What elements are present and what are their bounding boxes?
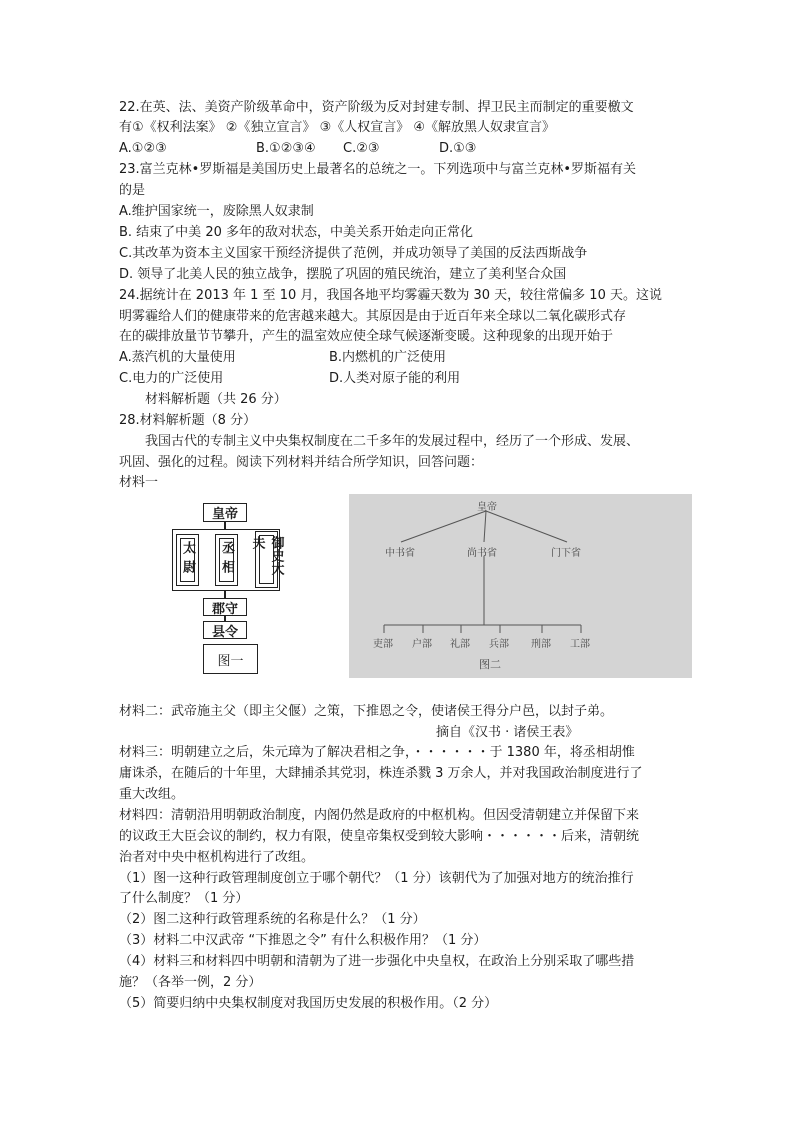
q24-option-b: B.内燃机的广泛使用 <box>329 350 447 365</box>
fig2-menxia: 门下省 <box>551 548 581 559</box>
section-heading: 材料解析题（共 26 分） <box>145 392 287 407</box>
fig1-taiwei-label: 太尉 <box>180 538 195 582</box>
fig2-libu-personnel: 吏部 <box>373 639 393 650</box>
fig2-xingbu: 刑部 <box>531 639 551 650</box>
material2: 材料二：武帝施主父（即主父偃）之策，下推恩之令，使诸侯王得分户邑，以封子弟。 <box>119 704 614 719</box>
question1-line1: （1）图一这种行政管理制度创立于哪个朝代？（1 分）该朝代为了加强对地方的统治推行 <box>119 871 634 886</box>
question3: （3）材料二中汉武帝 “下推恩之令” 有什么积极作用？（1 分） <box>119 933 487 948</box>
fig2-gongbu: 工部 <box>570 639 590 650</box>
fig1-junshou-box: 郡守 <box>203 598 247 616</box>
fig2-zhongshu: 中书省 <box>385 548 415 559</box>
fig1-caption: 图一 <box>203 644 258 674</box>
q28-intro-line2: 巩固、强化的过程。阅读下列材料并结合所学知识，回答问题： <box>119 455 484 470</box>
q23-option-c: C.其改革为资本主义国家干预经济提供了范例，并成功领导了美国的反法西斯战争 <box>119 246 588 261</box>
q23-option-b: B. 结束了中美 20 多年的敌对状态，中美关系开始走向正常化 <box>119 225 473 240</box>
q24-line1: 24.据统计在 2013 年 1 至 10 月，我国各地平均雾霾天数为 30 天，较往常偏多 10 天。这说 <box>119 288 662 303</box>
fig2-shangshu: 尚书省 <box>467 548 497 559</box>
material3-line2: 庸诛杀，在随后的十年里，大肆捕杀其党羽，株连杀戮 3 万余人，并对我国政治制度进行了 <box>119 766 643 781</box>
q22-option-a: A.①②③ <box>119 141 167 156</box>
question4-line2: 施？（各举一例，2 分） <box>119 975 262 990</box>
fig1-chengxiang-box <box>215 534 238 586</box>
q22-line1: 22.在英、法、美资产阶级革命中，资产阶级为反对封建专制、捍卫民主而制定的重要檄文 <box>119 100 634 115</box>
fig2-caption: 图二 <box>479 658 501 671</box>
fig1-emperor-box: 皇帝 <box>203 503 247 522</box>
q22-option-d: D.①③ <box>439 141 477 156</box>
material1-label: 材料一 <box>119 475 159 490</box>
material4-line2: 的议政王大臣会议的制约，权力有限，使皇帝集权受到较大影响・・・・・・后来，清朝统 <box>119 829 640 844</box>
q22-option-c: C.②③ <box>343 141 380 156</box>
q23-line1: 23.富兰克林•罗斯福是美国历史上最著名的总统之一。下列选项中与富兰克林•罗斯福有关 <box>119 162 637 177</box>
material4-line3: 治者对中央中枢机构进行了改组。 <box>119 850 315 865</box>
q22-option-b: B.①②③④ <box>256 141 316 156</box>
figure2-diagram <box>349 494 692 678</box>
q22-line2: 有①《权利法案》 ②《独立宣言》 ③《人权宣言》 ④《解放黑人奴隶宣言》 <box>119 120 556 135</box>
material3-line1: 材料三：明朝建立之后，朱元璋为了解决君相之争，・・・・・・于 1380 年，将丞相胡惟 <box>119 745 635 760</box>
question2: （2）图二这种行政管理系统的名称是什么？（1 分） <box>119 912 426 927</box>
fig2-emperor: 皇帝 <box>477 502 497 513</box>
q24-option-a: A.蒸汽机的大量使用 <box>119 350 236 365</box>
q23-option-d: D. 领导了北美人民的独立战争，摆脱了巩固的殖民统治，建立了美利坚合众国 <box>119 267 567 282</box>
fig1-yushi-label: 御史大夫 <box>259 535 274 584</box>
fig1-chengxiang-label: 丞相 <box>219 538 234 582</box>
question1-line2: 了什么制度？（1 分） <box>119 891 249 906</box>
fig2-libu-rites: 礼部 <box>450 639 470 650</box>
q24-option-c: C.电力的广泛使用 <box>119 371 224 386</box>
fig2-lines <box>349 494 692 678</box>
q24-option-d: D.人类对原子能的利用 <box>329 371 461 386</box>
fig1-taiwei-box <box>176 534 199 586</box>
fig2-bingbu: 兵部 <box>489 639 509 650</box>
q24-line2: 明雾霾给人们的健康带来的危害越来越大。其原因是由于近百年来全球以二氧化碳形式存 <box>119 309 627 324</box>
q23-option-a: A.维护国家统一，废除黑人奴隶制 <box>119 204 314 219</box>
material3-line3: 重大改组。 <box>119 787 185 802</box>
fig1-xianling-box: 县令 <box>203 621 247 639</box>
q24-line3: 在的碳排放量节节攀升，产生的温室效应使全球气候逐渐变暖。这种现象的出现开始于 <box>119 329 614 344</box>
q28-intro-line1: 我国古代的专制主义中央集权制度在二千多年的发展过程中，经历了一个形成、发展、 <box>145 434 640 449</box>
q28-title: 28.材料解析题（8 分） <box>119 413 257 428</box>
question5: （5）简要归纳中央集权制度对我国历史发展的积极作用。（2 分） <box>119 996 498 1011</box>
material4-line1: 材料四：清朝沿用明朝政治制度，内阁仍然是政府的中枢机构。但因受清朝建立并保留下来 <box>119 808 640 823</box>
fig2-hubu: 户部 <box>412 639 432 650</box>
question4-line1: （4）材料三和材料四中明朝和清朝为了进一步强化中央皇权，在政治上分别采取了哪些措 <box>119 954 635 969</box>
q23-line2: 的是 <box>119 183 146 198</box>
material2-source: 摘自《汉书 · 诸侯王表》 <box>436 725 579 740</box>
fig1-yushi-box <box>249 531 284 588</box>
